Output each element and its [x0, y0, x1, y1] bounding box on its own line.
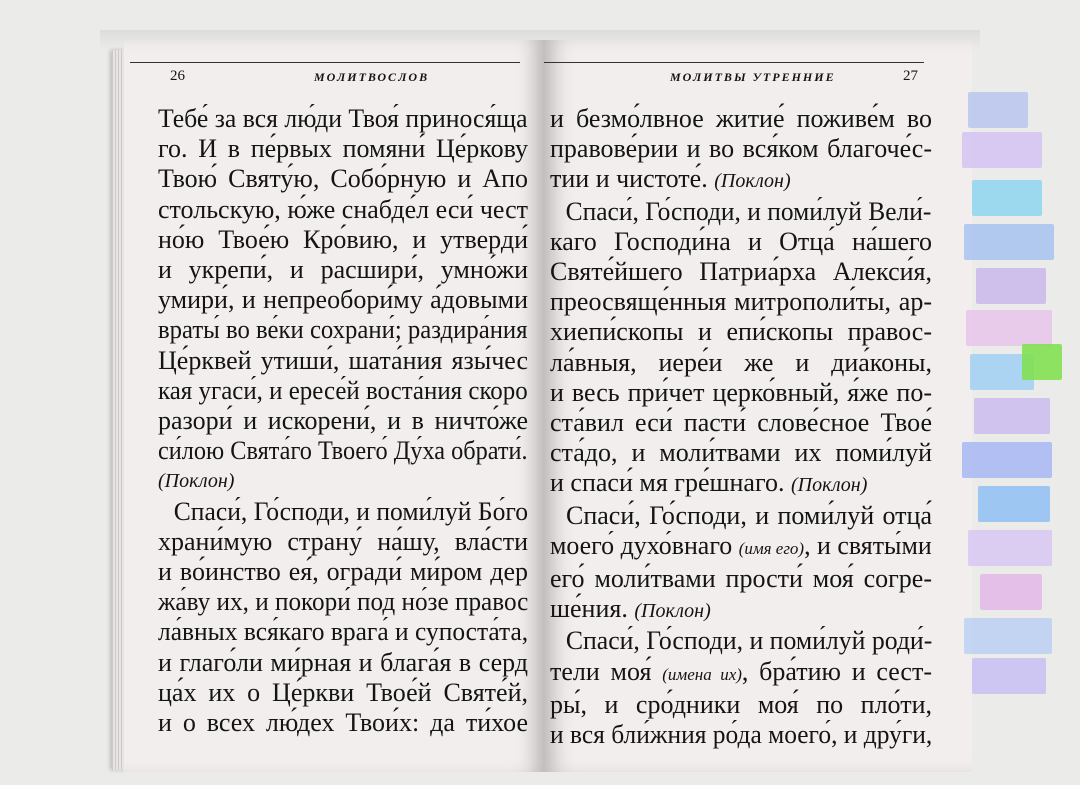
bow-rubric: (Поклон): [790, 474, 868, 497]
left-running-title: МОЛИТВОСЛОВ: [314, 70, 430, 84]
bookmark-tab: [980, 574, 1042, 610]
text-line: ца́х их о Це́ркви Твое́й Святе́й,: [158, 677, 528, 707]
text-line: и спаси́ мя гре́шнаго. (Поклон): [550, 468, 868, 498]
text-line: Це́рквей утиши́, шата́ния язы́чес: [158, 345, 528, 375]
text-line: тели моя́ (имена их), бра́тию и сест-: [550, 656, 932, 686]
name-placeholder: (имя его): [738, 538, 805, 558]
bookmark-tab: [962, 442, 1052, 478]
open-book: [112, 40, 972, 772]
bookmark-tab: [976, 268, 1046, 304]
text-line: и укрепи́, и расшири́, умно́жи: [158, 255, 528, 285]
left-text-block: [158, 104, 528, 738]
text-line: кая угаси́, и ересе́й воста́ния скоро: [158, 375, 528, 405]
bookmark-tab: [978, 486, 1050, 522]
text-line: хиепи́скопы и епи́скопы правос-: [550, 317, 932, 347]
text-line: стольскую, ю́же снабде́л еси́ чест: [158, 194, 528, 224]
bookmark-tab: [966, 310, 1052, 346]
text-line: моего́ духо́внаго (имя его), и святы́ми: [550, 530, 932, 560]
text-line: го. И в пе́рвых помяни́ Це́ркову: [158, 134, 528, 164]
text-line: и весь при́чет церко́вный, я́же по-: [550, 377, 932, 407]
bow-rubric: (Поклон): [634, 600, 711, 623]
text-line: си́лою Свята́го Твоего́ Ду́ха обрати́.: [158, 436, 528, 466]
text-line: каго Господи́на и Отца́ на́шего: [550, 226, 932, 256]
text-line: и вся бли́жния ро́да моего́, и дру́ги,: [550, 720, 933, 750]
text-line: храни́мую страну́ на́шу, вла́сти: [158, 526, 528, 556]
right-header-rule: [544, 62, 924, 63]
text-line: ста́до, и моли́твами их поми́луй: [550, 438, 932, 468]
text-line: враты́ во ве́ки сохрани́; раздира́ния: [158, 315, 528, 345]
bookmark-tab: [964, 618, 1052, 654]
text-line: ста́вил еси́ пасти́ слове́сное Твое́: [550, 408, 932, 438]
text-line: умири́, и непреобори́му а́довыми: [158, 285, 528, 315]
bookmark-tab: [964, 224, 1054, 260]
text-line: преосвяще́нныя митрополи́ты, ар-: [550, 287, 932, 317]
text-line: Спаси́, Го́споди, и поми́луй Бо́го: [173, 496, 529, 526]
text-line: но́ю Твое́ю Кро́вию, и утверди́: [158, 224, 528, 254]
right-page: [544, 40, 972, 772]
text-line: Спаси́, Го́споди, и поми́луй Вели́-: [565, 196, 932, 226]
text-line: и безмо́лвное житие́ поживе́м во: [550, 104, 932, 133]
text-line: и глаго́ли ми́рная и блага́я в серд: [158, 647, 528, 677]
left-running-header: [158, 68, 544, 90]
text-line: тии и чистоте́. (Поклон): [550, 164, 791, 194]
text-line: жа́ву их, и покори́ под но́зе правос: [158, 587, 529, 617]
left-page: [124, 40, 544, 772]
text-line: правове́рии и во вся́ком благоче́с-: [550, 134, 932, 164]
right-page-number: 27: [903, 68, 918, 84]
text-line: Спаси́, Го́споди, и поми́луй роди́-: [565, 626, 933, 656]
text-line: ла́вныя, иере́и же и диа́коны,: [550, 347, 932, 377]
bookmark-tab: [968, 530, 1052, 566]
bookmark-tab: [972, 658, 1046, 694]
bow-rubric: (Поклон): [714, 170, 791, 193]
text-line: Святе́йшего Патриа́рха Алекси́я,: [550, 257, 932, 287]
bookmark-tab: [962, 132, 1042, 168]
right-text-block: [550, 104, 932, 750]
bow-rubric: (Поклон): [158, 470, 235, 493]
text-line: Твою́ Святу́ю, Собо́рную и Апо: [158, 164, 528, 194]
text-line: Спаси́, Го́споди, и поми́луй отца́: [566, 500, 932, 530]
name-placeholder: (имена их): [662, 664, 742, 684]
text-line: ры́, и сро́дники моя́ по пло́ти,: [550, 689, 932, 719]
left-page-number: 26: [170, 68, 185, 84]
text-line: ше́ния. (Поклон): [550, 594, 711, 624]
bookmark-tabs: [962, 92, 1080, 692]
text-line: разори́ и искорени́, и в ничто́же: [158, 406, 528, 436]
bookmark-tab: [1022, 344, 1062, 380]
text-line: ла́вных вся́каго врага́ и супоста́та,: [158, 617, 529, 647]
bookmark-tab: [972, 180, 1042, 216]
text-line: Тебе́ за вся лю́ди Твоя́ принося́ща: [158, 104, 528, 133]
left-header-rule: [130, 62, 520, 63]
text-line: его́ моли́твами прости́ моя́ согре-: [550, 564, 932, 594]
text-line: и о всех лю́дех Твои́х: да ти́хое: [158, 708, 528, 738]
right-running-title: МОЛИТВЫ УТРЕННИЕ: [670, 70, 836, 84]
bookmark-tab: [968, 92, 1028, 128]
text-line: и во́инство ея́, огради́ ми́ром дер: [158, 557, 528, 587]
bookmark-tab: [974, 398, 1050, 434]
right-running-header: [550, 68, 972, 90]
